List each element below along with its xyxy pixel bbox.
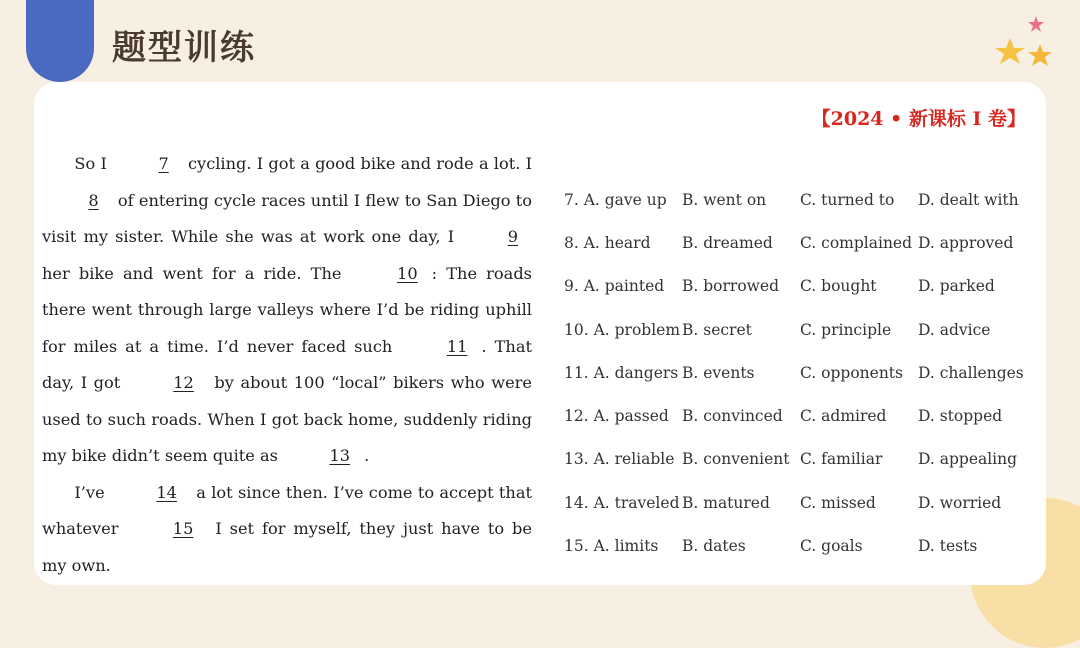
option-d: D. stopped [918,407,1003,426]
content-card [34,82,1046,585]
passage-text: . [364,446,370,465]
option-c: C. bought [800,277,877,296]
blank-11: 11 [446,336,468,356]
option-a: 12. A. passed [564,407,669,426]
page-title: 题型训练 [112,28,256,68]
option-c: C. opponents [800,363,903,382]
passage-text: of entering cycle races until I flew to San Diego to visit my sister. While she was at work one day, I [42,190,532,246]
option-a: 8. A. heard [564,233,651,252]
passage-text: . That day, I got [42,336,533,392]
option-b: B. events [682,363,755,382]
option-c: C. principle [800,320,892,339]
passage-text: : The roads there went through large valleys where I’d be riding uphill for miles at a time. I’d never faced such [42,263,532,356]
blank-12: 12 [173,373,194,392]
option-b: B. convenient [682,450,790,469]
option-a: 9. A. painted [564,277,665,296]
option-row [564,221,1042,264]
passage-text: by about 100 “local” bikers who were used to such roads. When I got back home, suddenly riding my bike didn’t seem quite as [42,373,532,465]
blank-13: 13 [329,446,351,465]
title-tab-decoration [26,0,94,82]
blank-8: 8 [88,190,99,210]
option-d: D. challenges [918,363,1024,382]
option-a: 15. A. limits [564,537,659,556]
option-d: D. appealing [918,450,1018,469]
option-c: C. missed [800,493,876,512]
passage-text: her bike and went for a ride. The [42,263,351,283]
passage-text: cycling. I got a good bike and rode a lot. I [182,154,532,173]
star-decoration-icon [990,8,1060,78]
option-row [564,265,1042,308]
passage-text: So I [74,154,113,173]
option-row [564,524,1042,567]
passage-text: I set for myself, they just have to be my own. [42,519,532,575]
option-c: C. admired [800,407,887,426]
option-a: 10. A. problem [564,320,681,339]
blank-9: 9 [507,227,518,246]
option-b: B. dreamed [682,233,773,252]
option-row [564,394,1042,437]
option-b: B. borrowed [682,277,780,296]
passage-paragraph-2 [42,475,532,585]
option-d: D. dealt with [918,190,1019,209]
option-row [564,481,1042,524]
option-d: D. advice [918,320,991,339]
option-d: D. tests [918,537,978,556]
blank-15: 15 [172,519,194,538]
option-b: B. dates [682,537,746,556]
passage-paragraph-1 [42,146,532,475]
option-c: C. goals [800,537,863,556]
option-row [564,308,1042,351]
option-b: B. convinced [682,407,783,426]
option-c: C. complained [800,233,913,252]
option-b: B. went on [682,190,767,209]
option-d: D. approved [918,233,1014,252]
option-row [564,178,1042,221]
source-label: 【2024 • 新课标 I 卷】 [811,108,1026,130]
option-d: D. worried [918,493,1002,512]
option-a: 13. A. reliable [564,450,675,469]
blank-7: 7 [158,154,169,173]
option-c: C. turned to [800,190,895,209]
option-b: B. secret [682,320,752,339]
option-c: C. familiar [800,450,883,469]
passage-text: I’ve [74,482,110,502]
blank-10: 10 [397,263,418,283]
option-a: 14. A. traveled [564,493,680,512]
options-list [564,178,1042,568]
passage-text: a lot since then. I’ve come to accept that whatever [42,482,532,538]
blank-14: 14 [156,482,177,502]
option-d: D. parked [918,277,995,296]
option-row [564,351,1042,394]
option-a: 7. A. gave up [564,190,667,209]
option-b: B. matured [682,493,770,512]
option-a: 11. A. dangers [564,363,679,382]
option-row [564,438,1042,481]
passage [42,146,532,584]
